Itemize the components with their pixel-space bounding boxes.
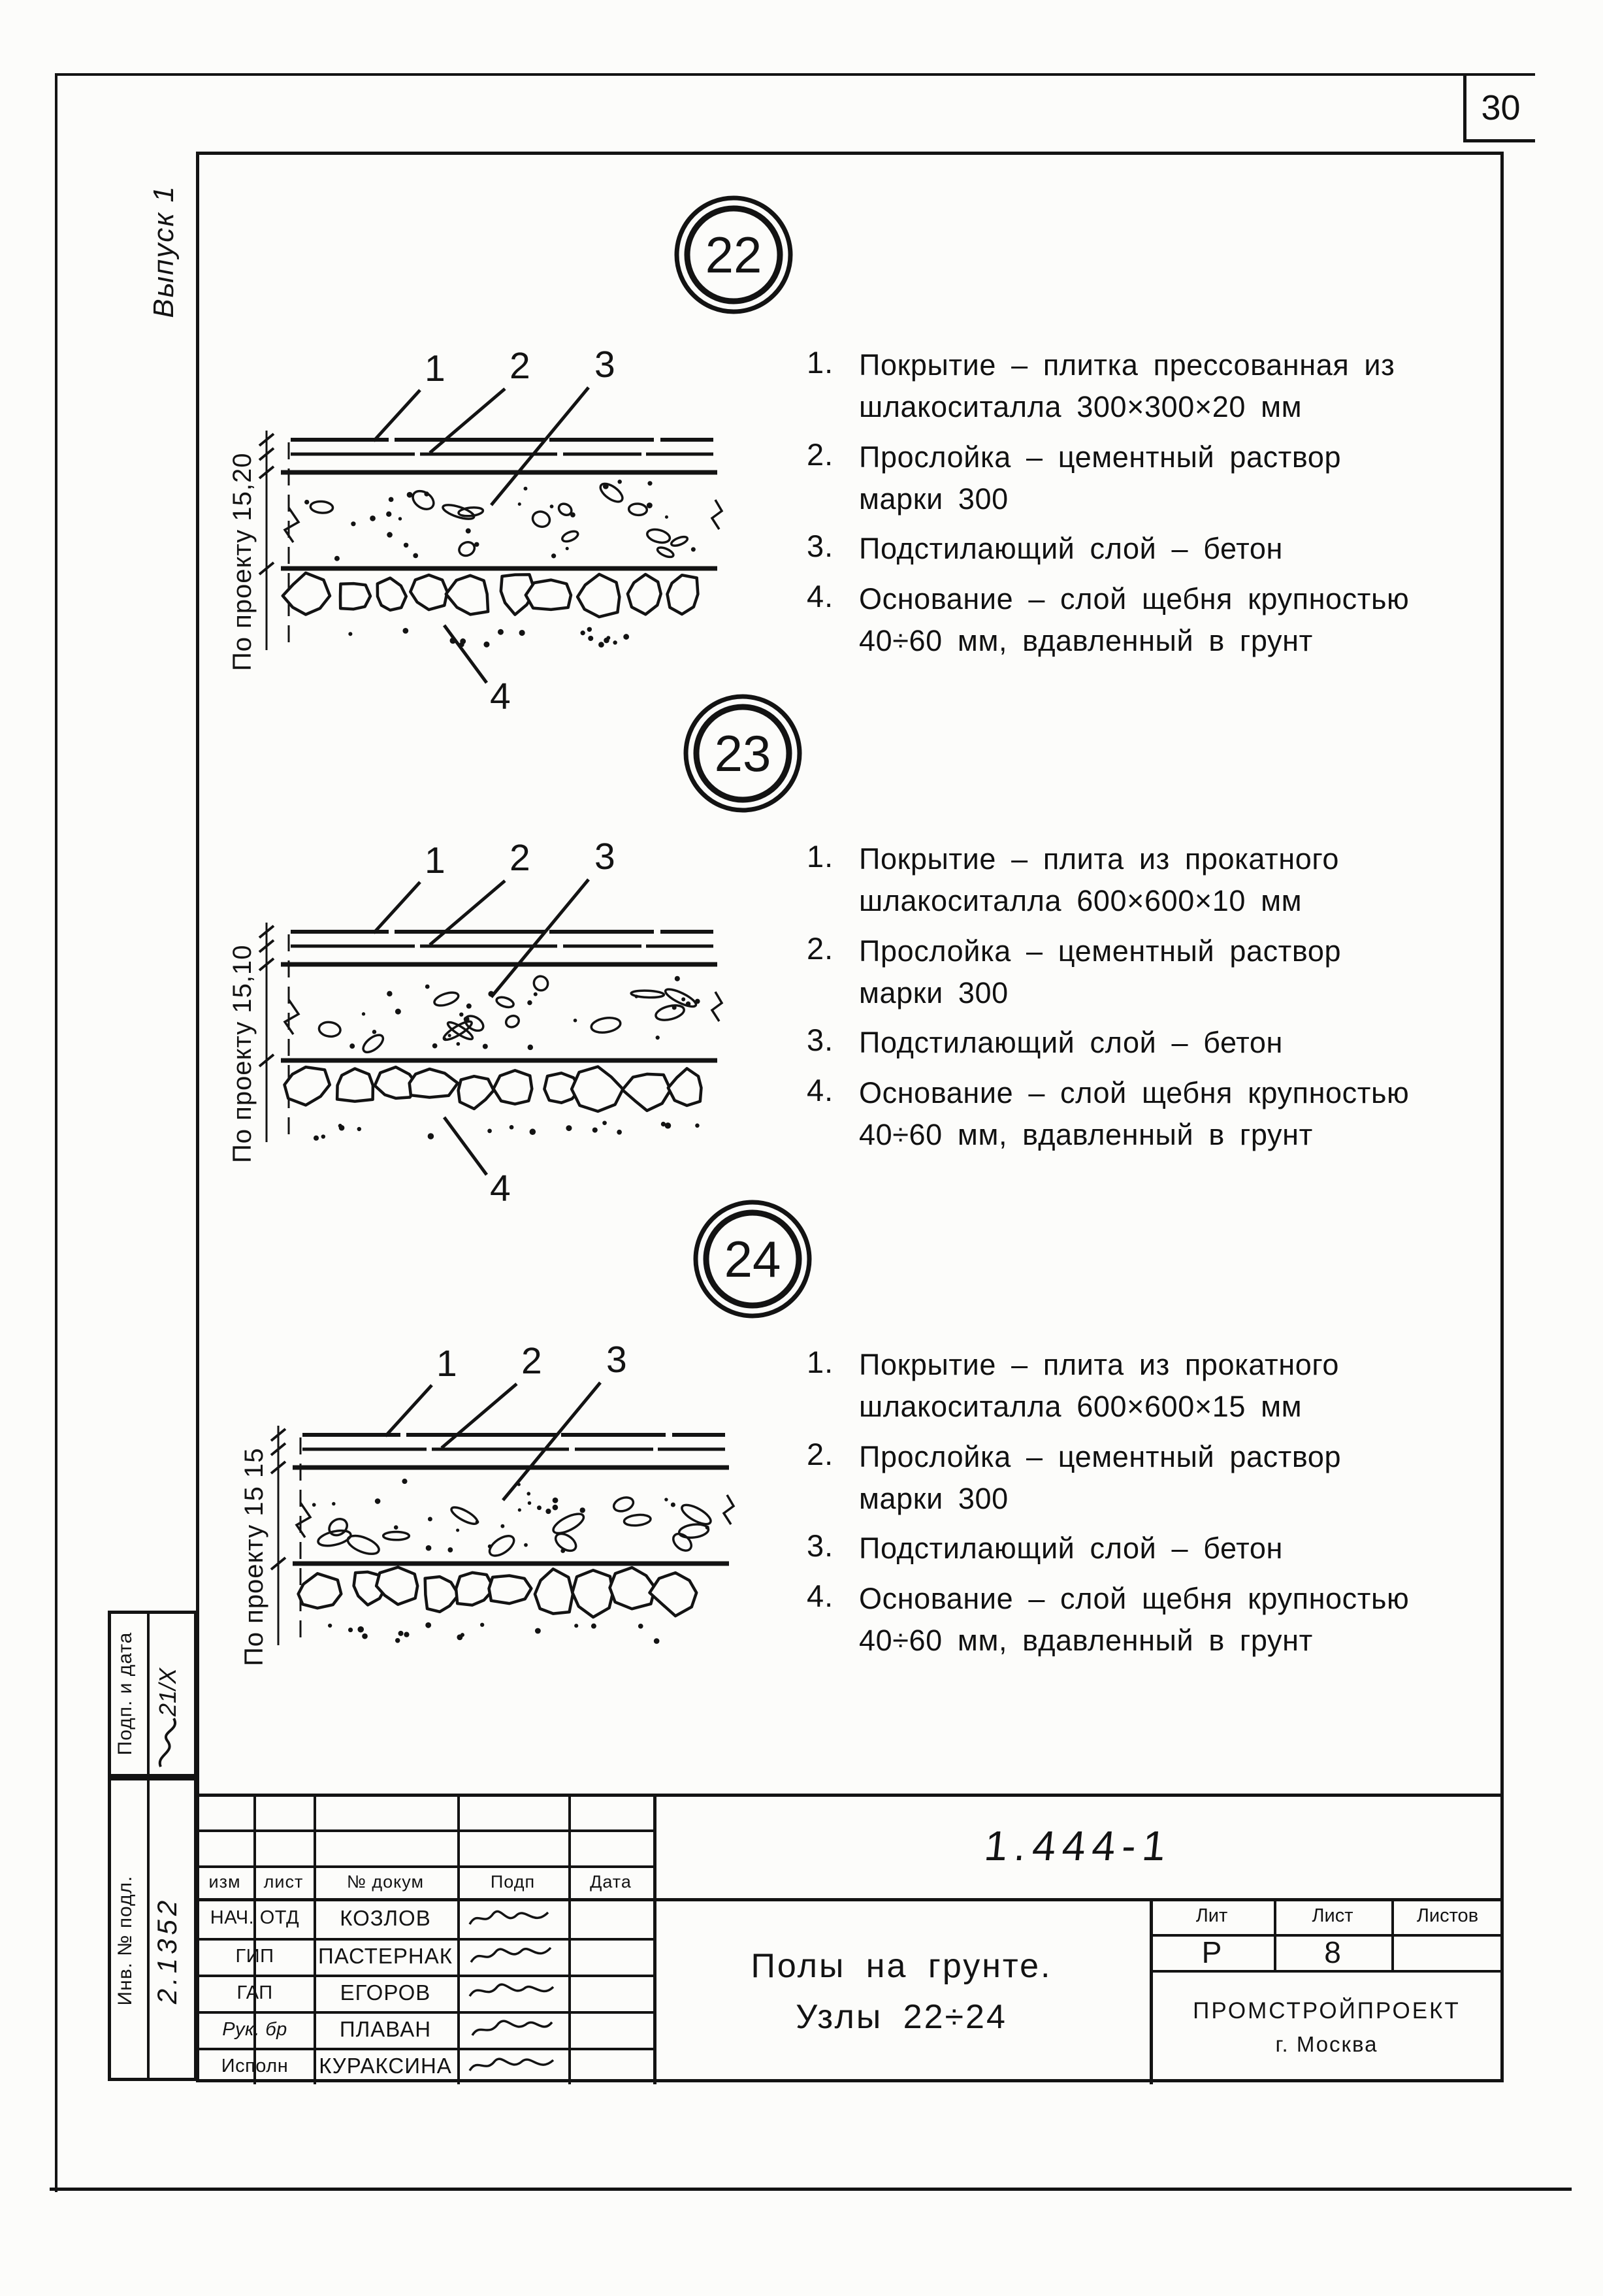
note-number: 2. — [807, 930, 834, 966]
margin-sign-date-value: 21/X — [154, 1667, 181, 1717]
list-value: 8 — [1324, 1935, 1341, 1969]
table-line — [568, 1794, 571, 2084]
detail-number: 22 — [705, 226, 762, 284]
note-number: 1. — [807, 1345, 834, 1379]
signature-stroke — [467, 1979, 559, 2005]
listov-header: Листов — [1416, 1905, 1479, 1926]
dimension-lines — [240, 1426, 285, 1666]
note-text: Подстилающий слой – бетон — [859, 1532, 1283, 1566]
note-number: 3. — [807, 529, 834, 564]
staff-name: КУРАКСИНА — [319, 2054, 452, 2078]
callout-1: 1 — [425, 840, 445, 881]
border-top — [55, 73, 1535, 76]
note-text: Подстилающий слой – бетон — [859, 532, 1283, 566]
note-item — [807, 1022, 1493, 1064]
notes-list-24 — [807, 1344, 1493, 1669]
change-col-izm: изм — [208, 1871, 241, 1892]
detail-22-circle — [672, 193, 796, 317]
note-text: Покрытие – плитка прессованная из шлакоситалла 300×300×20 мм — [859, 348, 1395, 424]
note-number: 3. — [807, 1528, 834, 1564]
org-city: г. Москва — [1275, 2031, 1378, 2056]
staff-role: НАЧ. ОТД — [210, 1907, 300, 1928]
dimension-lines — [228, 923, 274, 1163]
org-name: ПРОМСТРОЙПРОЕКТ — [1193, 1997, 1461, 2024]
change-col-doc: № докум — [346, 1871, 425, 1892]
margin-sign-date-label: Подп. и дата — [114, 1632, 136, 1756]
signature-stroke — [154, 1712, 191, 1771]
concrete-rubble-texture — [283, 480, 698, 648]
callout-1: 1 — [425, 348, 445, 389]
callout-3: 3 — [606, 1339, 627, 1381]
note-item — [807, 344, 1493, 429]
change-col-sign: Подп — [490, 1871, 536, 1892]
staff-role: ГИП — [235, 1945, 274, 1967]
margin-inventory-value: 2.1352 — [152, 1896, 182, 2005]
dimension-lines — [228, 431, 274, 671]
note-number: 1. — [807, 345, 834, 380]
notes-list-22 — [807, 344, 1493, 670]
staff-role: Рук. бр — [222, 2018, 287, 2040]
staff-role: Исполн — [221, 2055, 289, 2076]
title-block — [196, 1794, 1504, 2084]
note-item — [807, 1344, 1493, 1428]
callout-1: 1 — [436, 1343, 457, 1385]
detail-23-circle — [681, 691, 805, 815]
section-drawing-23 — [229, 835, 725, 1214]
note-item — [807, 1578, 1493, 1662]
page-number-box — [1463, 73, 1535, 142]
section-drawing-22 — [229, 343, 725, 722]
listov-value — [1391, 1934, 1504, 1970]
margin-box-divider — [147, 1611, 150, 1777]
staff-name: ПАСТЕРНАК — [318, 1944, 453, 1968]
notes-list-23 — [807, 838, 1493, 1164]
note-item — [807, 578, 1493, 663]
note-text: Основание – слой щебня крупностью 40÷60 мм, вдавленный в грунт — [859, 582, 1410, 658]
detail-number: 24 — [724, 1230, 781, 1288]
note-number: 1. — [807, 839, 834, 874]
change-col-list: лист — [263, 1871, 304, 1892]
sheet-title — [653, 1898, 1150, 2084]
staff-name: КОЗЛОВ — [340, 1905, 431, 1930]
note-number: 2. — [807, 1436, 834, 1471]
margin-inventory-label: Инв. № подл. — [114, 1875, 136, 2006]
list-header: Лист — [1312, 1905, 1353, 1926]
page-number: 30 — [1481, 88, 1521, 127]
note-item — [807, 930, 1493, 1015]
note-number: 2. — [807, 436, 834, 472]
note-text: Прослойка – цементный раствор марки 300 — [859, 440, 1342, 516]
note-number: 4. — [807, 578, 834, 614]
margin-box-divider — [147, 1777, 150, 2081]
note-text: Покрытие – плита из прокатного шлакоситалла 600×600×10 мм — [859, 842, 1339, 918]
note-item — [807, 1436, 1493, 1520]
staff-name: ПЛАВАН — [339, 2017, 432, 2041]
signature-stroke — [467, 1906, 559, 1932]
callout-2: 2 — [521, 1340, 542, 1382]
signature-stroke — [467, 2052, 559, 2078]
layer-callouts — [374, 836, 615, 997]
doc-number: 1.444-1 — [982, 1822, 1175, 1869]
detail-24-circle — [690, 1197, 815, 1321]
callout-3: 3 — [594, 344, 615, 385]
organization — [1150, 1970, 1504, 2084]
signature-stroke — [467, 2016, 559, 2042]
base-callout — [444, 625, 511, 717]
border-left — [55, 73, 57, 2192]
lit-header: Лит — [1195, 1905, 1228, 1926]
callout-3: 3 — [594, 836, 615, 877]
note-text: Основание – слой щебня крупностью 40÷60 мм, вдавленный в грунт — [859, 1581, 1410, 1658]
callout-2: 2 — [510, 837, 530, 879]
callout-2: 2 — [510, 345, 530, 387]
note-item — [807, 1072, 1493, 1156]
note-text: Подстилающий слой – бетон — [859, 1026, 1283, 1060]
staff-role: ГАП — [236, 1982, 273, 2003]
detail-number: 23 — [714, 725, 771, 782]
concrete-rubble-texture — [299, 1479, 713, 1644]
note-text: Прослойка – цементный раствор марки 300 — [859, 1439, 1342, 1516]
table-line — [457, 1794, 460, 2084]
section-drawing-24 — [240, 1338, 737, 1717]
signature-stroke — [467, 1943, 559, 1969]
table-line — [196, 1829, 653, 1832]
dim-label: По проекту 15,10 — [228, 944, 257, 1163]
note-item — [807, 528, 1493, 570]
concrete-rubble-texture — [285, 974, 702, 1141]
note-number: 3. — [807, 1023, 834, 1058]
sheet-title-line2: Узлы 22÷24 — [796, 1997, 1007, 2036]
note-text: Прослойка – цементный раствор марки 300 — [859, 934, 1342, 1010]
dim-label: По проекту 15 15 — [240, 1447, 268, 1666]
note-item — [807, 1528, 1493, 1569]
layer-callouts — [374, 344, 615, 505]
note-text: Покрытие – плита из прокатного шлакоситалла 600×600×15 мм — [859, 1348, 1339, 1424]
note-number: 4. — [807, 1578, 834, 1613]
callout-4: 4 — [490, 1168, 511, 1209]
callout-4: 4 — [490, 676, 511, 717]
issue-label: Выпуск 1 — [148, 185, 180, 318]
layer-callouts — [385, 1339, 627, 1500]
lit-value: Р — [1201, 1935, 1222, 1969]
sheet-title-line1: Полы на грунте. — [751, 1946, 1052, 1985]
base-callout — [444, 1117, 511, 1209]
note-item — [807, 838, 1493, 923]
staff-name: ЕГОРОВ — [340, 1980, 431, 2005]
note-number: 4. — [807, 1072, 834, 1107]
dim-label: По проекту 15,20 — [228, 452, 257, 671]
note-item — [807, 436, 1493, 521]
change-col-date: Дата — [590, 1871, 632, 1892]
border-bottom — [50, 2188, 1572, 2191]
note-text: Основание – слой щебня крупностью 40÷60 мм, вдавленный в грунт — [859, 1075, 1410, 1152]
